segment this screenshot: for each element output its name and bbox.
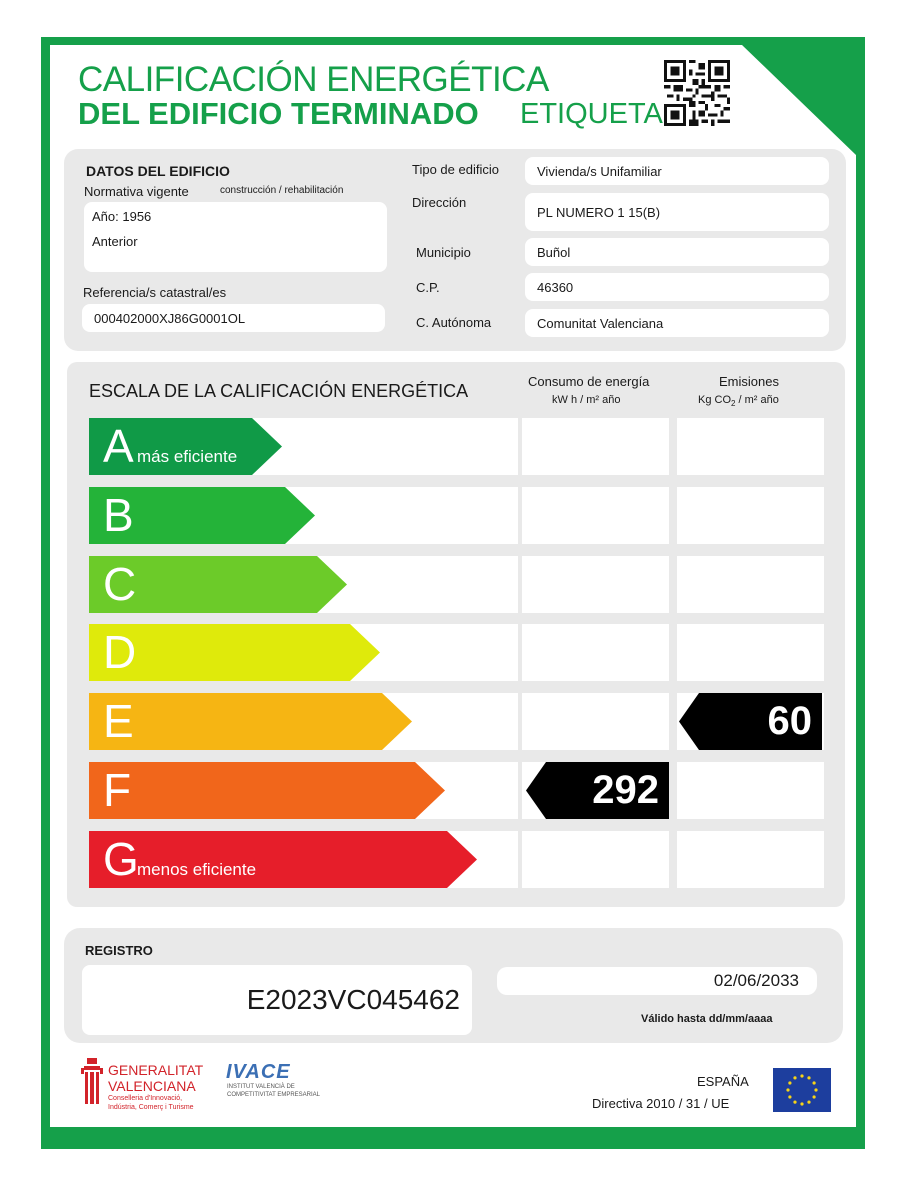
referencia-label: Referencia/s catastral/es bbox=[83, 285, 227, 300]
scale-title: ESCALA DE LA CALIFICACIÓN ENERGÉTICA bbox=[89, 381, 469, 401]
eu-star bbox=[813, 1095, 816, 1098]
generalitat-sub1: Conselleria d'Innovació, bbox=[108, 1095, 183, 1102]
class-arrow-shape bbox=[89, 693, 412, 750]
normativa-box bbox=[84, 202, 387, 272]
class-letter: A bbox=[103, 420, 134, 472]
consumo-cell-g bbox=[522, 831, 669, 888]
consumo-header: Consumo de energía bbox=[528, 374, 650, 389]
class-bar-f bbox=[89, 762, 445, 819]
emisiones-cell-a bbox=[677, 418, 824, 475]
consumo-unit: kW h / m² año bbox=[552, 394, 621, 406]
class-letter: E bbox=[103, 695, 134, 747]
class-bar-c bbox=[89, 556, 347, 613]
eu-star bbox=[788, 1081, 791, 1084]
class-letter: G bbox=[103, 833, 139, 885]
eu-star bbox=[793, 1076, 796, 1079]
eu-star bbox=[800, 1074, 803, 1077]
class-bar-a bbox=[89, 418, 282, 475]
eu-stars bbox=[773, 1068, 831, 1112]
eu-star bbox=[814, 1088, 817, 1091]
generalitat-line1: GENERALITAT bbox=[108, 1062, 204, 1078]
generalitat-line2: VALENCIANA bbox=[108, 1078, 196, 1094]
normativa-sub-label: construcción / rehabilitación bbox=[220, 185, 344, 196]
eu-star bbox=[788, 1095, 791, 1098]
cp-field: 46360 bbox=[525, 273, 829, 301]
eu-star bbox=[793, 1101, 796, 1104]
eu-star bbox=[786, 1088, 789, 1091]
direccion-label: Dirección bbox=[412, 195, 467, 210]
emisiones-header: Emisiones bbox=[719, 374, 779, 389]
autonoma-label: C. Autónoma bbox=[416, 315, 492, 330]
eu-star bbox=[813, 1081, 816, 1084]
class-letter: D bbox=[103, 626, 137, 678]
class-bar-e bbox=[89, 693, 412, 750]
ivace-sub2: COMPETITIVITAT EMPRESARIAL bbox=[227, 1092, 321, 1098]
ivace-logo-text: IVACE bbox=[226, 1061, 291, 1083]
emisiones-indicator bbox=[679, 693, 822, 750]
consumo-cell-c bbox=[522, 556, 669, 613]
class-arrow-shape bbox=[89, 762, 445, 819]
qr-code-icon bbox=[662, 60, 732, 126]
registro-label: REGISTRO bbox=[85, 943, 153, 958]
cp-label: C.P. bbox=[416, 280, 440, 295]
valid-date-field bbox=[497, 967, 817, 995]
eu-star bbox=[800, 1102, 803, 1105]
emisiones-cell-f bbox=[677, 762, 824, 819]
municipio-label: Municipio bbox=[416, 245, 471, 260]
registro-number-field bbox=[82, 965, 472, 1035]
consumo-indicator bbox=[526, 762, 669, 819]
directive: Directiva 2010 / 31 / UE bbox=[592, 1096, 730, 1111]
title-tag: ETIQUETA bbox=[520, 98, 663, 130]
consumo-cell-b bbox=[522, 487, 669, 544]
class-bar-d bbox=[89, 624, 380, 681]
consumo-cell-a bbox=[522, 418, 669, 475]
tipo-field: Vivienda/s Unifamiliar bbox=[525, 157, 829, 185]
consumo-cell-e bbox=[522, 693, 669, 750]
emisiones-cell-d bbox=[677, 624, 824, 681]
class-note: menos eficiente bbox=[137, 860, 257, 879]
year-value: Año: 1956 bbox=[92, 209, 152, 224]
eu-star bbox=[807, 1101, 810, 1104]
class-letter: B bbox=[103, 489, 134, 541]
emisiones-cell-g bbox=[677, 831, 824, 888]
folded-corner bbox=[745, 45, 856, 153]
country: ESPAÑA bbox=[697, 1074, 749, 1089]
title-line1: CALIFICACIÓN ENERGÉTICA bbox=[78, 60, 549, 99]
emisiones-indicator-value: 60 bbox=[767, 699, 812, 743]
generalitat-sub2: Indústria, Comerç i Turisme bbox=[108, 1104, 194, 1111]
autonoma-field: Comunitat Valenciana bbox=[525, 309, 829, 337]
referencia-field: 000402000XJ86G0001OL bbox=[82, 304, 385, 332]
normativa-label: Normativa vigente bbox=[84, 184, 189, 199]
title-line2: DEL EDIFICIO TERMINADO bbox=[78, 96, 479, 131]
class-letter: C bbox=[103, 558, 137, 610]
consumo-indicator-value: 292 bbox=[592, 768, 659, 812]
emisiones-cell-c bbox=[677, 556, 824, 613]
class-letter: F bbox=[103, 764, 132, 816]
consumo-cell-d bbox=[522, 624, 669, 681]
tipo-label: Tipo de edificio bbox=[412, 162, 499, 177]
ivace-sub1: INSTITUT VALENCIÀ DE bbox=[227, 1084, 295, 1090]
building-section-title: DATOS DEL EDIFICIO bbox=[86, 163, 230, 179]
valid-date-label: Válido hasta dd/mm/aaaa bbox=[641, 1013, 773, 1025]
generalitat-logo-icon bbox=[79, 1056, 105, 1108]
municipio-field: Buñol bbox=[525, 238, 829, 266]
class-bar-g bbox=[89, 831, 477, 888]
registro-number: E2023VC045462 bbox=[246, 984, 460, 1015]
class-note: más eficiente bbox=[137, 447, 238, 466]
eu-flag-icon bbox=[773, 1068, 831, 1112]
emisiones-unit: Kg $CO_2 / m^2$ año bbox=[698, 394, 779, 409]
emisiones-cell-b bbox=[677, 487, 824, 544]
direccion-field: PL NUMERO 1 15(B) bbox=[525, 193, 829, 231]
eu-star bbox=[807, 1076, 810, 1079]
class-bar-b bbox=[89, 487, 315, 544]
normativa-value: Anterior bbox=[92, 234, 138, 249]
valid-date: 02/06/2033 bbox=[713, 971, 799, 990]
